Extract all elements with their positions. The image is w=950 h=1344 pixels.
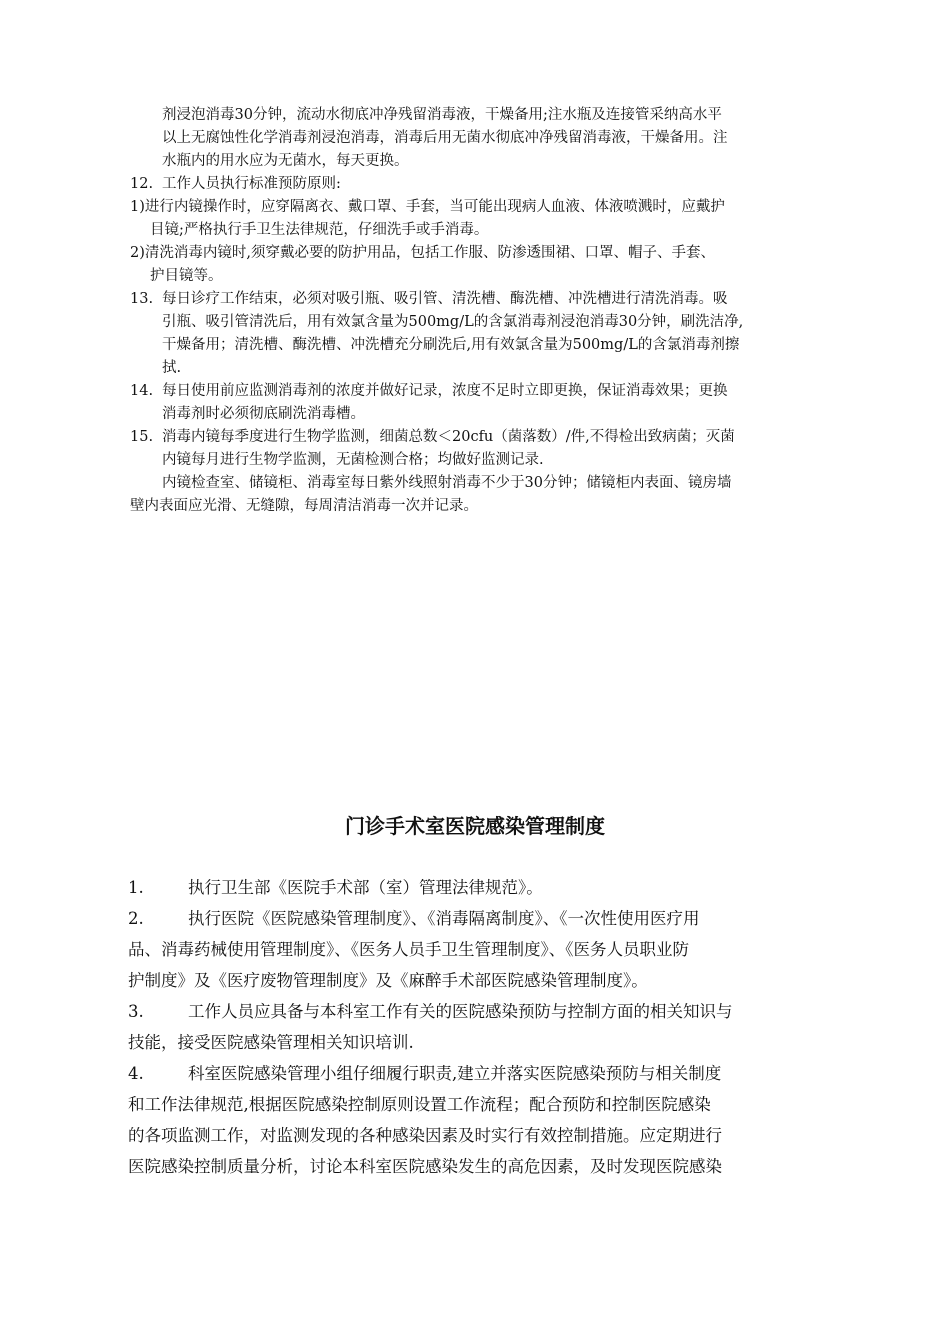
closing-paragraph bbox=[130, 472, 830, 518]
text-line: 消毒内镜每季度进行生物学监测，细菌总数＜20cfu（菌落数）/件,不得检出致病菌；灭菌 bbox=[162, 429, 735, 445]
item-number: 12. bbox=[130, 176, 154, 192]
text-line: 医院感染控制质量分析，讨论本科室医院感染发生的高危因素，及时发现医院感染 bbox=[128, 1157, 722, 1176]
text-line: 工作人员应具备与本科室工作有关的医院感染预防与控制方面的相关知识与 bbox=[188, 1002, 733, 1021]
list-item-13 bbox=[130, 288, 830, 380]
text-line: 工作人员执行标准预防原则: bbox=[162, 176, 341, 192]
text-line: 消毒剂时必须彻底刷洗消毒槽。 bbox=[162, 406, 365, 422]
item-number: 15. bbox=[130, 429, 154, 445]
sub-item-number: 2) bbox=[130, 245, 145, 261]
text-line: 每日诊疗工作结束，必须对吸引瓶、吸引管、清洗槽、酶洗槽、冲洗槽进行清洗消毒。吸 bbox=[162, 291, 728, 307]
bottom-section bbox=[128, 872, 824, 1182]
text-line: 内镜每月进行生物学监测，无菌检测合格；均做好监测记录. bbox=[162, 452, 544, 468]
sub-item-number: 1) bbox=[130, 199, 145, 215]
text-line: 引瓶、吸引管清洗后，用有效氯含量为500mg/L的含氯消毒剂浸泡消毒30分钟，刷洗洁净, bbox=[162, 314, 744, 330]
list-item-12 bbox=[130, 173, 830, 196]
top-section bbox=[130, 104, 830, 518]
sub-item-1 bbox=[130, 196, 830, 242]
text-line: 的各项监测工作，对监测发现的各种感染因素及时实行有效控制措施。应定期进行 bbox=[128, 1126, 722, 1145]
regulation-item-4 bbox=[128, 1058, 824, 1182]
text-line: 清洗消毒内镜时,须穿戴必要的防护用品，包括工作服、防渗透围裙、口罩、帽子、手套、 bbox=[144, 245, 715, 261]
text-line: 每日使用前应监测消毒剂的浓度并做好记录，浓度不足时立即更换，保证消毒效果；更换 bbox=[162, 383, 728, 399]
text-line: 壁内表面应光滑、无缝隙，每周清洁消毒一次并记录。 bbox=[130, 498, 478, 514]
item-number: 14. bbox=[130, 383, 154, 399]
text-line: 剂浸泡消毒30分钟，流动水彻底冲净残留消毒液，干燥备用;注水瓶及连接管采纳高水平 bbox=[162, 107, 722, 123]
text-line: 目镜;严格执行手卫生法律规范，仔细洗手或手消毒。 bbox=[150, 222, 489, 238]
text-line: 品、消毒药械使用管理制度》、《医务人员手卫生管理制度》、《医务人员职业防 bbox=[128, 940, 689, 959]
list-item-14 bbox=[130, 380, 830, 426]
text-line: 执行医院《医院感染管理制度》、《消毒隔离制度》、《一次性使用医疗用 bbox=[188, 909, 700, 928]
item-number: 4. bbox=[128, 1064, 144, 1083]
continued-paragraph bbox=[130, 104, 830, 173]
text-line: 以上无腐蚀性化学消毒剂浸泡消毒，消毒后用无菌水彻底冲净残留消毒液，干燥备用。注 bbox=[162, 130, 728, 146]
text-line: 技能，接受医院感染管理相关知识培训. bbox=[128, 1033, 414, 1052]
text-line: 和工作法律规范,根据医院感染控制原则设置工作流程；配合预防和控制医院感染 bbox=[128, 1095, 711, 1114]
item-number: 1. bbox=[128, 878, 144, 897]
text-line: 内镜检查室、储镜柜、消毒室每日紫外线照射消毒不少于30分钟；储镜柜内表面、镜房墙 bbox=[162, 475, 732, 491]
item-number: 3. bbox=[128, 1002, 144, 1021]
sub-item-2 bbox=[130, 242, 830, 288]
text-line: 科室医院感染管理小组仔细履行职责,建立并落实医院感染预防与相关制度 bbox=[188, 1064, 722, 1083]
text-line: 拭. bbox=[162, 360, 182, 376]
item-number: 2. bbox=[128, 909, 144, 928]
regulation-item-3 bbox=[128, 996, 824, 1058]
section-title: 门诊手术室医院感染管理制度 bbox=[345, 814, 605, 838]
text-line: 进行内镜操作时，应穿隔离衣、戴口罩、手套，当可能出现病人血液、体液喷溅时，应戴护 bbox=[144, 199, 725, 215]
text-line: 干燥备用；清洗槽、酶洗槽、冲洗槽充分刷洗后,用有效氯含量为500mg/L的含氯消毒剂擦 bbox=[162, 337, 740, 353]
item-number: 13. bbox=[130, 291, 154, 307]
regulation-item-2 bbox=[128, 903, 824, 996]
text-line: 护制度》及《医疗废物管理制度》及《麻醉手术部医院感染管理制度》。 bbox=[128, 971, 648, 990]
text-line: 执行卫生部《医院手术部（室）管理法律规范》。 bbox=[188, 878, 543, 897]
list-item-15 bbox=[130, 426, 830, 472]
text-line: 护目镜等。 bbox=[150, 268, 223, 284]
regulation-item-1 bbox=[128, 872, 824, 903]
text-line: 水瓶内的用水应为无菌水，每天更换。 bbox=[162, 153, 409, 169]
